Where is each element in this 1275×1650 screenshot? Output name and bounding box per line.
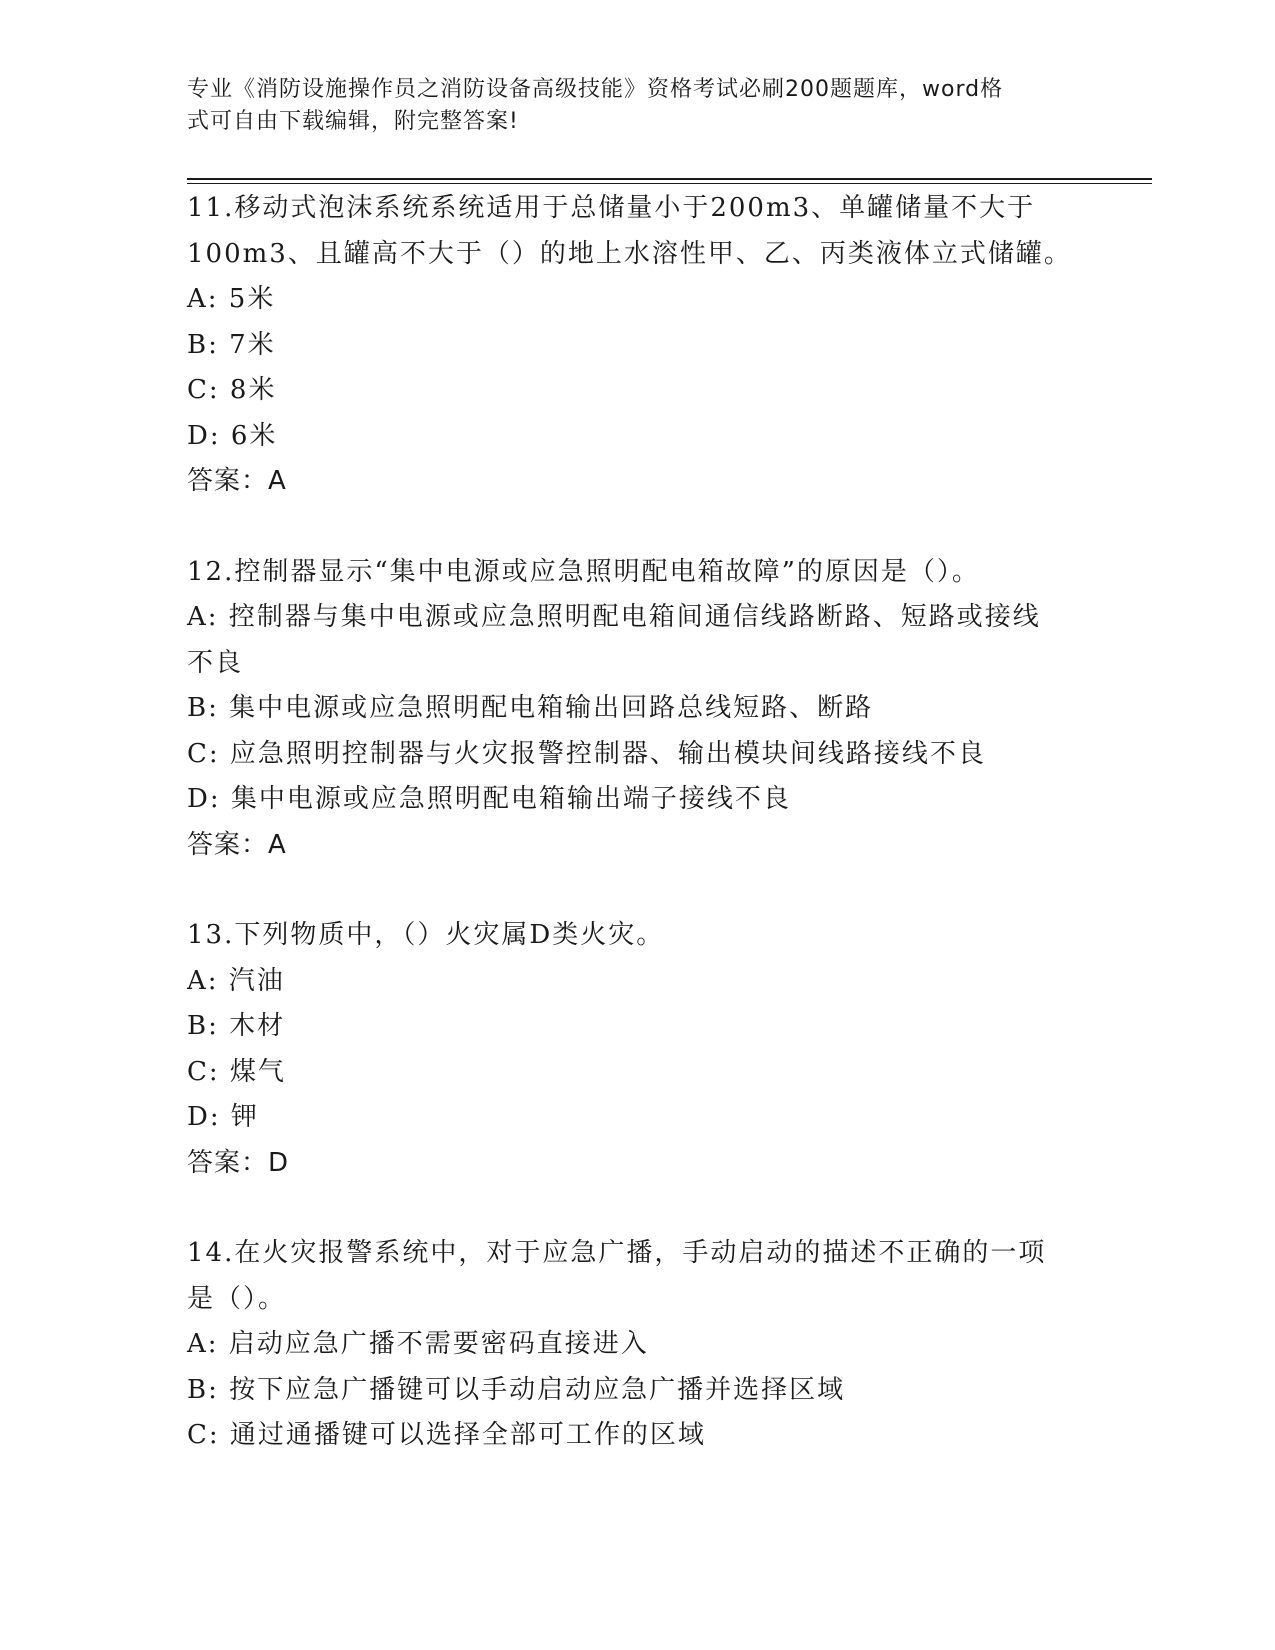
option-b: B: 木材 (187, 1011, 286, 1041)
option-b: B: 7米 (187, 329, 276, 360)
answer: 答案：A (187, 466, 287, 496)
option-c: C: 8米 (187, 375, 277, 405)
question-stem: 11.移动式泡沫系统系统适用于总储量小于200m3、单罐储量不大于 (187, 193, 1036, 223)
header-line-1: 专业《消防设施操作员之消防设备高级技能》资格考试必刷200题题库，word格 (187, 77, 1004, 102)
header-divider-thin (187, 183, 1152, 184)
question-14 (187, 1231, 1087, 1459)
option-d: D: 钾 (187, 1102, 259, 1132)
header-divider-thick (187, 178, 1152, 180)
option-d: D: 集中电源或应急照明配电箱输出端子接线不良 (187, 784, 791, 814)
option-d: D: 6米 (187, 420, 278, 451)
option-c: C: 通过通播键可以选择全部可工作的区域 (187, 1420, 706, 1450)
question-stem: 13.下列物质中，（）火灾属D类火灾。 (187, 920, 665, 950)
question-stem: 12.控制器显示“集中电源或应急照明配电箱故障”的原因是（）。 (187, 556, 980, 587)
answer: 答案：D (187, 1147, 290, 1178)
question-stem: 是（）。 (187, 1283, 287, 1314)
question-stem: 100m3、且罐高不大于（）的地上水溶性甲、乙、丙类液体立式储罐。 (187, 238, 1072, 269)
answer: 答案：A (187, 829, 287, 860)
header-line-2: 式可自由下载编辑，附完整答案! (187, 109, 519, 134)
question-13 (187, 913, 1087, 1186)
document-header (187, 74, 1087, 138)
question-12 (187, 550, 1087, 869)
option-b: B: 按下应急广播键可以手动启动应急广播并选择区域 (187, 1374, 846, 1405)
question-stem: 14.在火灾报警系统中，对于应急广播，手动启动的描述不正确的一项 (187, 1238, 1047, 1268)
option-c: C: 煤气 (187, 1056, 286, 1087)
question-11 (187, 186, 1087, 505)
option-c: C: 应急照明控制器与火灾报警控制器、输出模块间线路接线不良 (187, 738, 986, 769)
option-a: A: 控制器与集中电源或应急照明配电箱间通信线路断路、短路或接线 (187, 602, 1041, 632)
option-a-continued: 不良 (187, 647, 244, 678)
option-b: B: 集中电源或应急照明配电箱输出回路总线短路、断路 (187, 693, 874, 723)
question-list (187, 186, 1087, 1459)
option-a: A: 汽油 (187, 965, 285, 996)
option-a: A: 5米 (187, 284, 276, 314)
option-a: A: 启动应急广播不需要密码直接进入 (187, 1329, 649, 1359)
